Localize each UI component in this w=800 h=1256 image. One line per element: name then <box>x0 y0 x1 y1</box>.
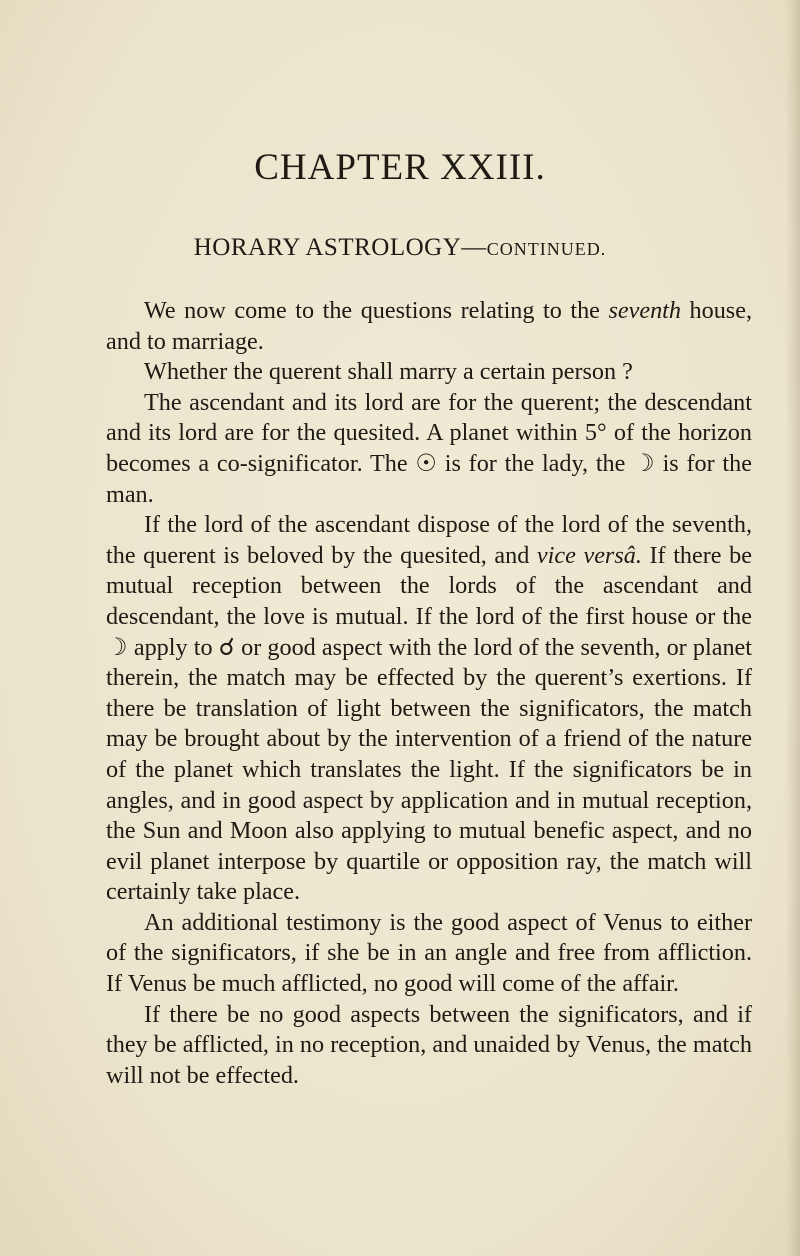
paragraph: The ascendant and its lord are for the querent; the descendant and its lord are for the quesited. A planet within 5° of the horizon becomes a co-significator. The ☉ is for the lady, the ☽ is for the man. <box>106 388 752 508</box>
paragraph: An additional testimony is the good aspect of Venus to either of the significators, if she be in an angle and free from affliction. If Venus be much afflicted, no good will come of the affair. <box>106 908 752 998</box>
paragraph: We now come to the questions relating to the seventh house, and to marriage. <box>106 297 752 355</box>
chapter-title: CHAPTER XXIII. <box>254 147 546 188</box>
body-text <box>106 296 752 1091</box>
paragraph: If the lord of the ascendant dispose of the lord of the seventh, the querent is beloved by the quesited, and vice versâ. If there be mutual reception between the lords of the ascendant and descendant, the love is mutual. If the lord of the first house or the ☽ apply to ☌ or good aspect with the lord of the seventh, or planet therein, the match may be effected by the querent’s exertions. If there be translation of light between the significators, the match may be brought about by the intervention of a friend of the nature of the planet which translates the light. If the significators be in angles, and in good aspect by application and in mutual reception, the Sun and Moon also applying to mutual benefic aspect, and no evil planet interpose by quartile or opposition ray, the match will certainly take place. <box>106 511 752 906</box>
chapter-subtitle <box>0 234 800 262</box>
subtitle-continued: CONTINUED. <box>486 239 607 259</box>
subtitle-main: HORARY ASTROLOGY— <box>193 234 487 261</box>
paragraph: Whether the querent shall marry a certain person ? <box>144 358 633 386</box>
paragraph: If there be no good aspects between the significators, and if they be afflicted, in no reception, and unaided by Venus, the match will not be effected. <box>106 1000 752 1089</box>
